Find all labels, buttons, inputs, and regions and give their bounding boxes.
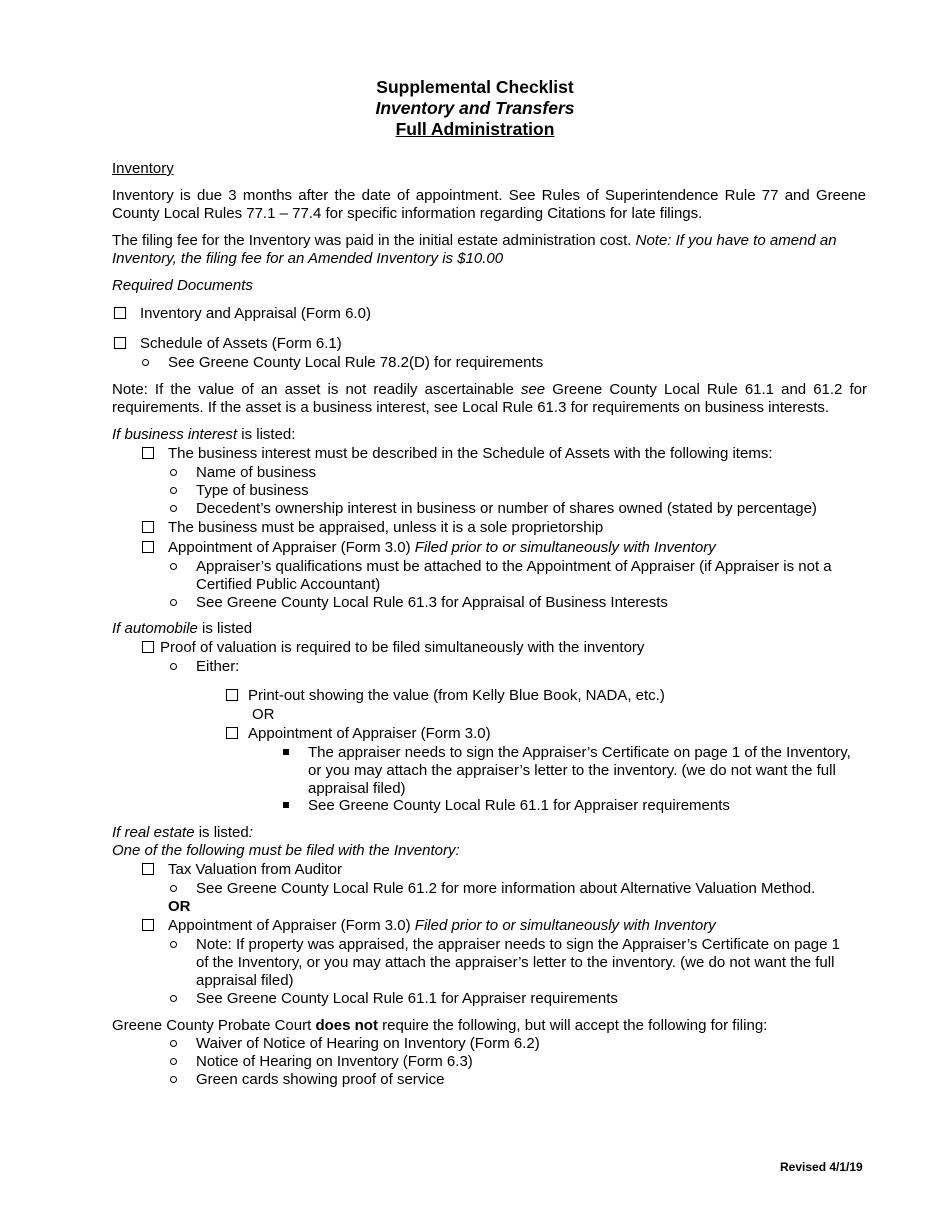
real-estate-appraiser-rule: See Greene County Local Rule 61.1 for Appraiser requirements bbox=[196, 990, 618, 1007]
business-interest-intro bbox=[112, 426, 295, 444]
circle-bullet-icon bbox=[170, 880, 177, 898]
automobile-rest: is listed bbox=[197, 620, 253, 637]
doc-inventory-appraisal: Inventory and Appraisal (Form 6.0) bbox=[140, 305, 371, 322]
real-estate-appointment-of-appraiser bbox=[168, 917, 716, 935]
checkbox-inventory-appraisal[interactable] bbox=[114, 305, 126, 323]
qualifications-line-1: Appraiser’s qualifications must be attached to the Appointment of Appraiser (if Appraiser is not a bbox=[196, 558, 832, 575]
document-subtitle: Inventory and Transfers bbox=[375, 98, 575, 118]
business-appraisal-rule: See Greene County Local Rule 61.3 for Appraisal of Business Interests bbox=[196, 594, 668, 611]
checkbox-icon[interactable] bbox=[142, 521, 154, 533]
circle-bullet-icon bbox=[170, 1035, 177, 1053]
automobile-intro bbox=[112, 620, 252, 638]
either-label: Either: bbox=[196, 658, 240, 675]
notice-of-hearing: Notice of Hearing on Inventory (Form 6.3) bbox=[196, 1053, 473, 1070]
checkbox-icon[interactable] bbox=[226, 727, 238, 739]
ownership-interest-item: Decedent’s ownership interest in business or number of shares owned (stated by percentage) bbox=[196, 500, 817, 517]
valuation-note bbox=[112, 381, 867, 417]
checkbox-icon[interactable] bbox=[142, 919, 154, 931]
alternative-valuation-rule: See Greene County Local Rule 61.2 for more information about Alternative Valuation Method. bbox=[196, 880, 816, 897]
circle-bullet-icon bbox=[170, 594, 177, 612]
filing-fee-paragraph bbox=[112, 232, 868, 250]
amend-note-line-1: Note: If you have to amend an bbox=[635, 232, 837, 249]
required-documents-label: Required Documents bbox=[112, 277, 253, 294]
square-bullet-icon bbox=[283, 797, 289, 815]
automobile-italic: If automobile bbox=[112, 620, 198, 637]
circle-bullet-icon bbox=[170, 500, 177, 518]
square-bullet-icon bbox=[283, 744, 289, 762]
waiver-of-notice: Waiver of Notice of Hearing on Inventory (Form 6.2) bbox=[196, 1035, 540, 1052]
business-appointment-of-appraiser bbox=[168, 539, 716, 557]
checkbox-icon[interactable] bbox=[226, 689, 238, 701]
business-interest-rest: is listed: bbox=[237, 426, 296, 443]
auto-certificate-line-2: or you may attach the appraiser’s letter to the inventory. (we do not want the full bbox=[308, 762, 836, 779]
real-estate-colon: : bbox=[248, 824, 253, 841]
checkbox-icon[interactable] bbox=[142, 447, 154, 459]
real-estate-rest: is listed bbox=[194, 824, 249, 841]
circle-bullet-icon bbox=[170, 658, 177, 676]
checkbox-icon[interactable] bbox=[142, 641, 154, 653]
amend-note-line-2: Inventory, the filing fee for an Amended Inventory is $10.00 bbox=[112, 250, 504, 267]
checkbox-auto-appraiser[interactable] bbox=[226, 725, 238, 743]
checkbox-icon[interactable] bbox=[114, 337, 126, 349]
or-separator-bold: OR bbox=[168, 898, 191, 915]
auto-certificate-line-3: appraisal filed) bbox=[308, 780, 406, 797]
accepted-intro bbox=[112, 1017, 767, 1035]
accepted-intro-1: Greene County Probate Court bbox=[112, 1017, 316, 1034]
real-estate-italic: If real estate bbox=[112, 824, 195, 841]
real-estate-appraiser-italic: Filed prior to or simultaneously with Inventory bbox=[414, 917, 716, 934]
checkbox-business-appraiser[interactable] bbox=[142, 539, 154, 557]
real-estate-certificate-line-2: of the Inventory, or you may attach the appraiser’s letter to the inventory. (we do not want the full bbox=[196, 954, 835, 971]
business-described: The business interest must be described in the Schedule of Assets with the following items: bbox=[168, 445, 773, 462]
checkbox-real-estate-appraiser[interactable] bbox=[142, 917, 154, 935]
doc-schedule-of-assets: Schedule of Assets (Form 6.1) bbox=[140, 335, 342, 352]
checkbox-schedule-of-assets[interactable] bbox=[114, 335, 126, 353]
auto-appraiser-option: Appointment of Appraiser (Form 3.0) bbox=[248, 725, 491, 742]
real-estate-appraiser-text: Appointment of Appraiser (Form 3.0) bbox=[168, 917, 415, 934]
circle-bullet-icon bbox=[170, 1053, 177, 1071]
tax-valuation: Tax Valuation from Auditor bbox=[168, 861, 342, 878]
inventory-heading: Inventory bbox=[112, 160, 174, 177]
subtitle-2-text: Full Administration bbox=[395, 119, 555, 139]
checkbox-printout[interactable] bbox=[226, 687, 238, 705]
filing-fee-text: The filing fee for the Inventory was paid in the initial estate administration cost. bbox=[112, 232, 636, 249]
checkbox-business-described[interactable] bbox=[142, 445, 154, 463]
checkbox-icon[interactable] bbox=[142, 541, 154, 553]
business-appraiser-text: Appointment of Appraiser (Form 3.0) bbox=[168, 539, 415, 556]
valuation-note-part-1: Note: If the value of an asset is not readily ascertainable bbox=[112, 381, 521, 398]
checkbox-tax-valuation[interactable] bbox=[142, 861, 154, 879]
proof-of-valuation: Proof of valuation is required to be filed simultaneously with the inventory bbox=[160, 639, 645, 656]
or-separator: OR bbox=[252, 706, 275, 723]
auto-certificate-line-1: The appraiser needs to sign the Appraiser’s Certificate on page 1 of the Inventory, bbox=[308, 744, 851, 761]
accepted-intro-2: require the following, but will accept the following for filing: bbox=[377, 1017, 768, 1034]
printout-option: Print-out showing the value (from Kelly Blue Book, NADA, etc.) bbox=[248, 687, 665, 704]
green-cards: Green cards showing proof of service bbox=[196, 1071, 445, 1088]
real-estate-certificate-line-3: appraisal filed) bbox=[196, 972, 294, 989]
circle-bullet-icon bbox=[170, 990, 177, 1008]
real-estate-intro bbox=[112, 824, 253, 842]
inventory-due-paragraph: Inventory is due 3 months after the date of appointment. See Rules of Superintendence Rule 77 and Greene County Local Rules 77.1 – 77.4 for specific information regarding Citations for late filings. bbox=[112, 187, 866, 222]
real-estate-requirement: One of the following must be filed with the Inventory: bbox=[112, 842, 460, 859]
schedule-requirements: See Greene County Local Rule 78.2(D) for requirements bbox=[168, 354, 544, 371]
document-subtitle-2 bbox=[0, 119, 950, 140]
business-type-item: Type of business bbox=[196, 482, 309, 499]
document-title: Supplemental Checklist bbox=[376, 77, 574, 97]
circle-bullet-icon bbox=[170, 464, 177, 482]
qualifications-line-2: Certified Public Accountant) bbox=[196, 576, 381, 593]
auto-appraiser-rule: See Greene County Local Rule 61.1 for Appraiser requirements bbox=[308, 797, 730, 814]
circle-bullet-icon bbox=[142, 354, 149, 372]
business-interest-italic: If business interest bbox=[112, 426, 238, 443]
business-appraised: The business must be appraised, unless it is a sole proprietorship bbox=[168, 519, 604, 536]
valuation-note-see: see bbox=[520, 381, 546, 398]
circle-bullet-icon bbox=[170, 482, 177, 500]
checkbox-icon[interactable] bbox=[114, 307, 126, 319]
accepted-intro-bold: does not bbox=[315, 1017, 378, 1034]
business-appraiser-italic: Filed prior to or simultaneously with Inventory bbox=[414, 539, 716, 556]
business-name-item: Name of business bbox=[196, 464, 317, 481]
checkbox-proof-of-valuation[interactable] bbox=[142, 639, 154, 657]
circle-bullet-icon bbox=[170, 558, 177, 576]
circle-bullet-icon bbox=[170, 936, 177, 954]
checkbox-icon[interactable] bbox=[142, 863, 154, 875]
checkbox-business-appraised[interactable] bbox=[142, 519, 154, 537]
valuation-note-part-2: Greene County Local Rule 61.1 and 61.2 for requirements. If the asset is a business interest, see Local Rule 61.3 for requirements on business interests. bbox=[112, 381, 867, 416]
real-estate-certificate-line-1: Note: If property was appraised, the appraiser needs to sign the Appraiser’s Certificate on page 1 bbox=[196, 936, 840, 953]
circle-bullet-icon bbox=[170, 1071, 177, 1089]
revised-date: Revised 4/1/19 bbox=[780, 1160, 863, 1174]
